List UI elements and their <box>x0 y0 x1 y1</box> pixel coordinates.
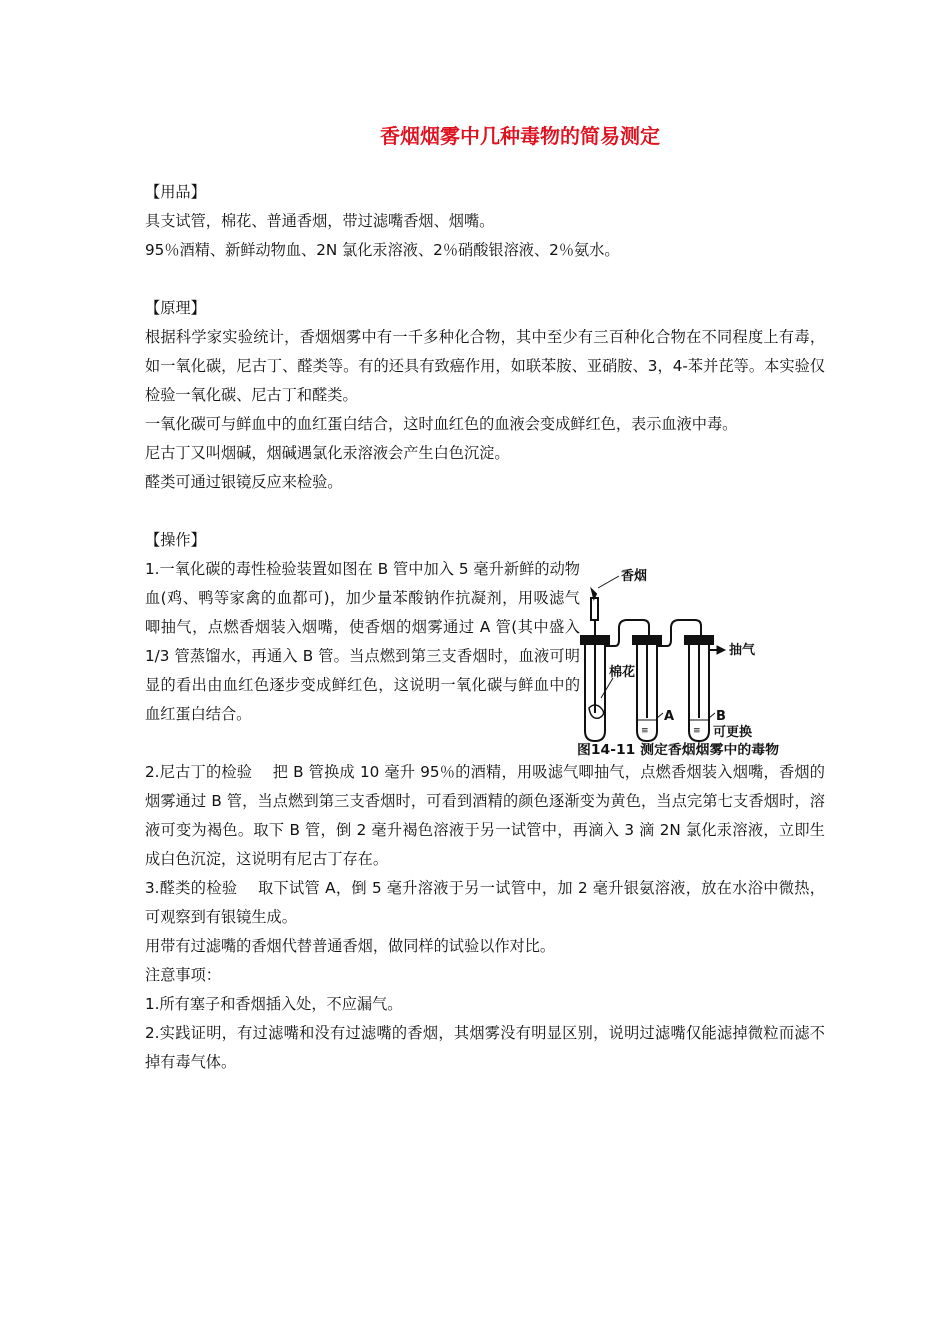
label-cigarette: 香烟 <box>621 569 648 584</box>
principle-paragraph: 醛类可通过银镜反应来检验。 <box>145 473 343 491</box>
document-body <box>145 178 825 1077</box>
principle-paragraph: 根据科学家实验统计，香烟烟雾中有一千多种化合物，其中至少有三百种化合物在不同程度上有毒，如一氧化碳，尼古丁、醛类等。有的还具有致癌作用，如联苯胺、亚硝胺、3，4-苯并芘等。本实验仅检验一氧化碳、尼古丁和醛类。 <box>145 328 825 404</box>
label-b: B <box>716 709 726 724</box>
materials-heading: 【用品】 <box>145 183 206 201</box>
materials-line: 具支试管，棉花、普通香烟，带过滤嘴香烟、烟嘴。 <box>145 212 495 230</box>
principle-paragraph: 一氧化碳可与鲜血中的血红蛋白结合，这时血红色的血液会变成鲜红色，表示血液中毒。 <box>145 415 738 433</box>
operation-heading: 【操作】 <box>145 531 206 549</box>
label-replace: 可更换 <box>713 725 753 740</box>
note-2: 2.实践证明，有过滤嘴和没有过滤嘴的香烟，其烟雾没有明显区别，说明过滤嘴仅能滤掉微粒而滤不掉有毒气体。 <box>145 1024 825 1071</box>
apparatus-figure <box>577 568 787 758</box>
page-title: 香烟烟雾中几种毒物的简易测定 <box>380 124 660 148</box>
svg-text:≡: ≡ <box>641 726 649 736</box>
label-a: A <box>664 709 675 724</box>
label-pump: 抽气 <box>729 643 756 658</box>
note-1: 1.所有塞子和香烟插入处，不应漏气。 <box>145 995 403 1013</box>
comparison-note: 用带有过滤嘴的香烟代替普通香烟，做同样的试验以作对比。 <box>145 937 556 955</box>
materials-line: 95％酒精、新鲜动物血、2N 氯化汞溶液、2％硝酸银溶液、2％氨水。 <box>145 241 620 259</box>
notes-heading: 注意事项： <box>145 966 221 984</box>
figure-caption: 图14-11 测定香烟烟雾中的毒物 <box>577 743 767 758</box>
operation-step-3: 3.醛类的检验 取下试管 A，倒 5 毫升溶液于另一试管中，加 2 毫升银氨溶液，放在水浴中微热，可观察到有银镜生成。 <box>145 879 825 926</box>
label-cotton: 棉花 <box>609 665 636 680</box>
operation-step-2: 2.尼古丁的检验 把 B 管换成 10 毫升 95％的酒精，用吸滤气唧抽气，点燃香烟装入烟嘴，香烟的烟雾通过 B 管，当点燃到第三支香烟时，可看到酒精的颜色逐渐变为黄色，当点完第七支香烟时，溶液可变为褐色。取下 B 管，倒 2 毫升褐色溶液于另一试管中，再滴入 3 滴 2N 氯化汞溶液，立即生成白色沉淀，这说明有尼古丁存在。 <box>145 763 825 868</box>
principle-heading: 【原理】 <box>145 299 206 317</box>
operation-step-1: 1.一氧化碳的毒性检验装置如图在 B 管中加入 5 毫升新鲜的动物血(鸡、鸭等家禽的血都可)，加少量苯酸钠作抗凝剂，用吸滤气唧抽气，点燃香烟装入烟嘴，使香烟的烟雾通过 A 管(其中盛入 1/3 管蒸馏水，再通入 B 管。当点燃到第三支香烟时，血液可明显的看出由血红色逐步变成鲜红色，这说明一氧化碳与鲜血中的血红蛋白结合。 <box>145 560 580 723</box>
step1-with-figure <box>145 555 825 758</box>
svg-text:≡: ≡ <box>693 726 701 736</box>
principle-paragraph: 尼古丁又叫烟碱，烟碱遇氯化汞溶液会产生白色沉淀。 <box>145 444 510 462</box>
